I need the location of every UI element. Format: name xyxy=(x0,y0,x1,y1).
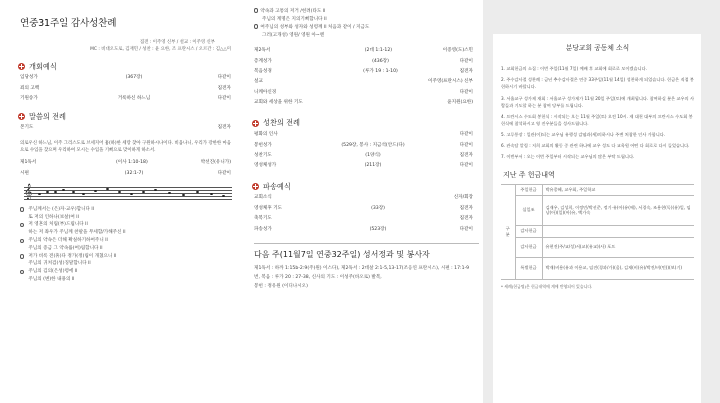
row-detail: 거룩하신 하느님 xyxy=(117,96,151,102)
row-leader: 다같이 xyxy=(459,142,473,148)
row-detail: (33장) xyxy=(371,205,385,211)
response-line: 또 저의 인하나(보살)여 ll xyxy=(28,214,79,220)
row-label: 봉헌성가 xyxy=(254,142,272,148)
liturgy-row xyxy=(20,171,231,181)
row-leader: 이증영(도)스민 xyxy=(442,48,473,54)
row-label: 니케아신경 xyxy=(254,89,277,95)
row-detail: (529장, 봉사 : 지금석(안드)다) xyxy=(341,142,405,148)
donor-cell: 유현진(주/교/성)서(교)(유교)(사) 포프 xyxy=(542,237,694,257)
liturgy-row xyxy=(254,227,473,237)
divider xyxy=(254,243,479,244)
category-cell: 특별헌금 xyxy=(515,257,542,279)
response-line: 저가 비록 전(휴)다 정가(정)림이 개쳤으니 ll xyxy=(28,253,117,259)
liturgy-row xyxy=(254,100,473,110)
row-leader: 다같이 xyxy=(217,75,231,81)
liturgy-row xyxy=(20,125,231,135)
section-title: 파송예식 xyxy=(263,181,291,191)
liturgy-row xyxy=(254,143,473,153)
row-label: 성찬기도 xyxy=(254,152,272,158)
bullet-circle-icon xyxy=(20,223,24,227)
news-panel xyxy=(493,34,701,403)
donor-cell xyxy=(542,225,694,237)
news-item: 1. 교회헌금의 소집 : 이번 주일(11월 7일) 예배 후 교회에 회로로 모이겠습니다. xyxy=(501,66,647,72)
liturgy-row xyxy=(254,153,473,163)
donor-cell: 박재(비용(유과 이용교, 임진(경과/가)(음), 김재(비(유)/박진/비(민))(보)기) xyxy=(542,257,694,279)
liturgy-row xyxy=(254,48,473,58)
table-row xyxy=(501,225,694,237)
music-staff-image xyxy=(24,185,232,200)
row-label: 영성체후 기도 xyxy=(254,205,283,211)
response-line: 주님의 약속은 더해 확실하기하여주니 ll xyxy=(28,238,108,244)
page-title: 연중31주일 감사성찬례 xyxy=(20,18,117,29)
next-week-title: 다음 주(11월7일 연중32주일) 성서정과 및 봉사자 xyxy=(254,249,430,259)
category-cell: 십일조 xyxy=(515,195,542,225)
category-cell: 감사헌금 xyxy=(515,237,542,257)
row-leader: 박선진(유니가) xyxy=(200,160,231,166)
row-leader: 집전자 xyxy=(217,85,231,91)
response-line xyxy=(262,24,473,32)
section-title: 성찬의 전례 xyxy=(263,118,301,128)
response-line: 그러(고개성) 영원/ 영원 아~멘 xyxy=(262,33,325,39)
donor-cell: 김재우, 김성희, 이정민/박선준, 정기·유(아)유(에), 서경숙, 조용현(독)(유)일, 임낭(아)(일)(아)유, 백가숙 xyxy=(542,195,694,225)
row-label: 죄의 고백 xyxy=(20,85,40,91)
credit-line-1: 집전 : 이주영 신부 / 설교 : 이주영 신부 xyxy=(140,39,215,45)
bullet-circle-icon xyxy=(254,8,258,12)
list-item xyxy=(20,221,231,237)
row-detail: (1양식) xyxy=(365,152,381,158)
row-detail: (루가 19 : 1-10) xyxy=(363,68,398,74)
table-row xyxy=(501,195,694,225)
news-item: 2. 주수감사절 성찬례 : 금년 추수감사절은 연중 33주일(11월 14일) 성찬하게 되었습니다. 헌금은 직접 봉헌하시기 바랍니다. xyxy=(501,77,694,90)
row-label: 복음성경 xyxy=(254,68,272,74)
table-row xyxy=(501,185,694,196)
row-label: 층계성가 xyxy=(254,58,272,64)
treble-clef-icon: 𝄞 xyxy=(24,183,33,200)
opening-section-header xyxy=(18,62,231,72)
news-list xyxy=(501,65,694,160)
prayer-text: 여주님의 성부와 성자와 성령께 ll 처음과 같이 / 지금도 xyxy=(260,25,370,31)
liturgy-row xyxy=(254,59,473,69)
row-label: 평화의 인사 xyxy=(254,132,278,138)
cross-icon xyxy=(18,63,25,70)
next-week-readings xyxy=(254,265,473,291)
bullet-circle-icon xyxy=(20,239,24,243)
liturgy-row xyxy=(254,79,473,89)
liturgy-row xyxy=(254,206,473,216)
row-label: 입당성가 xyxy=(20,75,38,81)
news-item: 6. 관속담 알림 : 저희 교회의 활동 중 관련 하나에 교우 성도 다 교육원 어떤 다 회로로 다시 들었습니다. xyxy=(501,143,690,149)
news-item: 4. 프란시스 수도회 봉헌식 : 시작되는 오는 11월 주일(토) 오전 10시. 제 대천 대부의 프란시스 수도회 봉헌식에 참석하시고 영 진우분들을 성사드립니다. xyxy=(501,113,693,127)
row-label: 영성체성가 xyxy=(254,163,277,169)
row-detail: (523장) xyxy=(369,226,387,232)
middle-column xyxy=(241,0,483,403)
response-line: 하는 저 좌우가 주님께 찬팔을 무세합/가해주신 ll xyxy=(28,230,126,236)
row-label: 축복기도 xyxy=(254,216,272,222)
news-item: 5. 고루풍장 : 일관(이)되는 교우님 유행성 감염과(세)의하시나 주변 처참한 인사 가합니다. xyxy=(501,132,666,138)
dismissal-section-header xyxy=(252,182,473,192)
collect-prayer-text: 의로우신 하느님, 이주 그리스도로 브세지어 흉(하)한 세랑 찾아 구원하시나이다. 비옵나니, 우리가 강한한 마음으로 수입을 찾으며 우리하여 모시는 수입을 기뻐으로 맞이하게 하소서. xyxy=(20,140,231,154)
row-detail: (이사 1:10-18) xyxy=(116,160,148,166)
list-item xyxy=(20,253,231,269)
liturgy-row xyxy=(20,160,231,170)
row-label: 본기도 xyxy=(20,125,34,131)
offering-footnote: * 세례(헌금명)은 헌금내역에 계에 반영되어 있습니다. xyxy=(501,283,593,289)
response-line: 주님의 증금 그 약속률(여)림합니다 ll xyxy=(28,245,103,251)
liturgy-row xyxy=(254,132,473,142)
row-label: 기원송가 xyxy=(20,96,38,102)
offering-title: 지난 주 헌금내역 xyxy=(503,170,555,179)
category-cell: 주일헌금 xyxy=(515,185,542,196)
liturgy-row xyxy=(254,216,473,226)
next-week-line: 제1독서 : 하까 1:15b-2:9(주)원) 이스다), 제2독서 : 2데살 2:1-5,13-17(조응연 프란시스), 시편 : 17:1-9 번, 복음 : 루가 20 : 27-38, 신사의 기도 : 이성주(바오로) 발복, xyxy=(254,266,470,281)
response-line: 주님의 김의(은성)령에 ll xyxy=(28,269,78,275)
table-row xyxy=(501,237,694,257)
row-leader: 집전자 xyxy=(217,125,231,131)
eucharist-section-header xyxy=(252,118,473,128)
table-row xyxy=(501,257,694,279)
response-line: 주님께서는 (은)자·교우)합니다 ll xyxy=(28,206,94,212)
list-item xyxy=(20,237,231,253)
psalm-continuation xyxy=(254,8,473,40)
liturgy-row xyxy=(254,69,473,79)
row-leader: 다같이 xyxy=(459,58,473,64)
cross-icon xyxy=(18,113,25,120)
liturgy-row xyxy=(254,163,473,173)
row-leader: 신자/회장 xyxy=(453,195,473,201)
row-label: 파송성가 xyxy=(254,226,272,232)
row-label: 시편 xyxy=(20,170,29,176)
list-item xyxy=(20,206,231,222)
liturgy-row xyxy=(20,75,231,85)
section-title: 말씀의 전례 xyxy=(29,111,67,121)
prayer-text: 약속과 고통의 저거 /헌려(타도 ll xyxy=(260,9,326,14)
row-label: 설교 xyxy=(254,79,263,85)
row-leader: 다같이 xyxy=(459,163,473,169)
row-detail: (32:1-7) xyxy=(124,170,144,176)
news-title: 분당교회 공동체 소식 xyxy=(565,44,630,52)
credit-line-2: MC : 비대오도로, 김재민 / 성찬 : 윤 요한, 조 프란시스 / 오르간 : 김△△미 xyxy=(90,46,231,52)
row-leader: 다같이 xyxy=(217,96,231,102)
category-cell: 감사헌금 xyxy=(515,225,542,237)
row-leader: 다같이 xyxy=(459,226,473,232)
row-leader: 집전자 xyxy=(459,205,473,211)
bullet-circle-icon xyxy=(20,207,24,211)
row-leader: 다같이 xyxy=(459,89,473,95)
cross-icon xyxy=(252,120,259,127)
row-detail: (436장) xyxy=(372,58,389,64)
row-label: 교회와 세상을 위한 기도 xyxy=(254,100,303,106)
row-label: 제2독서 xyxy=(254,48,271,54)
row-detail: (367장) xyxy=(125,75,143,81)
left-column xyxy=(0,0,241,403)
news-item: 3. 서울교구 성가제 재회 : 서울교구 성가제가 11월 20일 주일(토)에 개최됩니다. 참여하실 분은 교우의 사람들과 기도할 하는 분 참여 당부를 드립니다. xyxy=(501,95,695,108)
psalm-responses xyxy=(20,206,231,284)
offering-table xyxy=(501,184,694,280)
next-week-line: 봉헌 : 정유원 (이디나시오) xyxy=(254,283,308,289)
row-leader: 이주영(프란시스) 신부 xyxy=(428,79,473,85)
section-title: 개회예식 xyxy=(29,61,57,71)
cross-icon xyxy=(252,183,259,190)
row-detail: (211장) xyxy=(364,163,382,169)
row-leader: 다같이 xyxy=(217,170,231,176)
row-leader: 집전자 xyxy=(459,68,473,74)
response-line: 주님의 (변)한 내용의 ll xyxy=(28,277,75,283)
row-leader: 집전자 xyxy=(459,216,473,222)
row-leader: 다같이 xyxy=(459,132,473,138)
list-item xyxy=(20,268,231,284)
response-line: 저 영혼의 처림(부)드립니다 ll xyxy=(28,222,88,228)
response-line: 주님의 계명은 지의기뻐합니다 ll xyxy=(262,17,327,23)
donor-cell: 박유종혜, 교우회, 주일학교 xyxy=(542,185,694,196)
response-line xyxy=(262,8,473,16)
row-leader: 집전자 xyxy=(459,152,473,158)
row-detail: (2데 1:1-12) xyxy=(364,48,393,54)
response-line: 주님의 귀쳐검(성)징말합니다 ll xyxy=(28,261,91,267)
liturgy-row xyxy=(254,195,473,205)
bullet-circle-icon xyxy=(20,254,24,258)
right-column xyxy=(483,0,720,403)
row-label: 교회소식 xyxy=(254,195,272,201)
row-label: 제1독서 xyxy=(20,160,37,166)
liturgy-row xyxy=(254,90,473,100)
liturgy-row xyxy=(20,86,231,96)
liturgy-row xyxy=(20,96,231,106)
word-section-header xyxy=(18,112,231,122)
bullet-circle-icon xyxy=(254,24,258,28)
bullet-circle-icon xyxy=(20,270,24,274)
news-item: 7. 이번부서 : 오는 이번 주일부터 시작되는 교우님의 많은 부탁 드립니다. xyxy=(501,154,635,160)
group-cell: 구분 xyxy=(501,185,515,280)
row-leader: 윤지원(요한) xyxy=(447,100,473,106)
